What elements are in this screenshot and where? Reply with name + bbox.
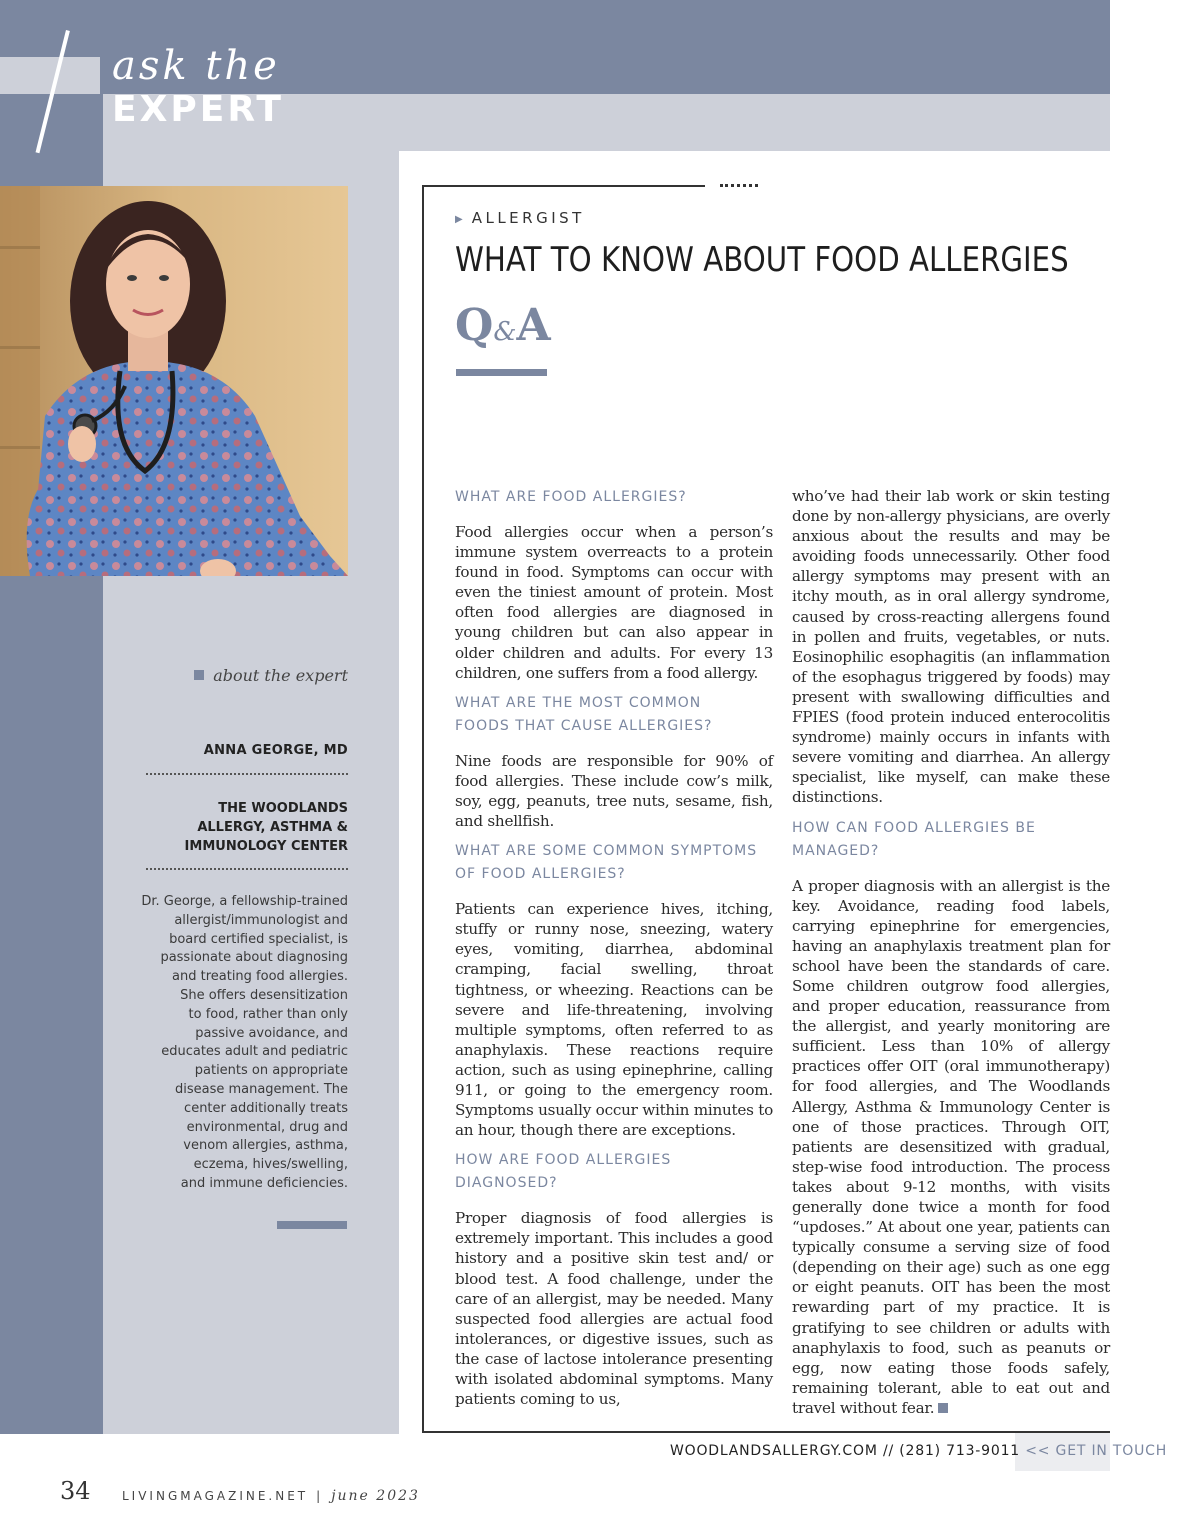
get-in-touch-link[interactable]: << GET IN TOUCH: [1025, 1443, 1168, 1459]
article-kicker: ▶ ALLERGIST: [455, 209, 585, 227]
article-column-left: [455, 486, 773, 1418]
publication-site: LIVINGMAGAZINE.NET: [122, 1489, 309, 1503]
question-heading: HOW ARE FOOD ALLERGIES DIAGNOSED?: [455, 1152, 672, 1192]
dotted-divider: [146, 868, 348, 870]
qa-mark: Q&A: [455, 300, 551, 351]
practice-name: THE WOODLANDS ALLERGY, ASTHMA & IMMUNOLOGY CENTER: [184, 801, 348, 854]
answer-paragraph: A proper diagnosis with an allergist is the key. Avoidance, reading food labels, carrying epinephrine for emergencies, having an anaphylaxis treatment plan for school have been the standards of care. Some children outgrow food allergies, and proper education, reassurance from the allergist, and yearly monitoring are sufficient. Less than 10% of allergy practices offer OIT (oral immunotherapy) for food allergies, and The Woodlands Allergy, Asthma & Immunology Center is one of those practices. Through OIT, patients are desensitized with gradual, step-wise food introduction. The process takes about 9-12 months, with visits generally done twice a month for food “updoses.” At about one year, patients can typically consume a serving size of food (depending on their age) such as one egg or eight peanuts. OIT has been the most rewarding part of my practice. It is gratifying to see children or adults with anaphylaxis to food, such as peanuts or egg, now eating those foods safely, remaining tolerant, able to eat out and travel without fear.: [792, 876, 1110, 1417]
expert-name: ANNA GEORGE, MD: [203, 743, 348, 758]
question-heading: HOW CAN FOOD ALLERGIES BE MANAGED?: [792, 819, 1036, 859]
article-headline: WHAT TO KNOW ABOUT FOOD ALLERGIES: [455, 240, 1069, 280]
page-number: 34: [60, 1477, 91, 1505]
triangle-bullet-icon: ▶: [455, 214, 463, 225]
dotted-divider: [146, 773, 348, 775]
question-heading: WHAT ARE SOME COMMON SYMPTOMS OF FOOD ALLERGIES?: [455, 843, 758, 883]
answer-paragraph: Patients can experience hives, itching, stuffy or runny nose, sneezing, watery eyes, vomiting, diarrhea, abdominal cramping, facial swelling, throat tightness, or wheezing. Reactions can be severe and life-threatening, involving multiple symptoms, often referred to as anaphylaxis. These reactions require action, such as using epinephrine, calling 911, or going to the emergency room. Symptoms usually occur within minutes to an hour, though there are exceptions.: [455, 900, 773, 1140]
question-heading: WHAT ARE FOOD ALLERGIES?: [455, 489, 687, 505]
section-title-ask: ask the: [112, 43, 280, 89]
about-the-expert-label: about the expert: [140, 666, 348, 685]
issue-date: june 2023: [331, 1488, 420, 1504]
square-bullet-icon: [194, 670, 204, 680]
publication-line: LIVINGMAGAZINE.NET | june 2023: [122, 1488, 420, 1504]
header-light-strip: [0, 57, 100, 94]
website-link[interactable]: WOODLANDSALLERGY.COM: [670, 1443, 878, 1459]
answer-paragraph: Proper diagnosis of food allergies is extremely important. This includes a good history and a positive skin test and/ or blood test. A food challenge, under the care of an allergist, may be needed. Many suspected food allergies are actual food intolerances, or digestive issues, such as the case of lactose intolerance presenting with isolated abdominal symptoms. Many patients coming to us,: [455, 1209, 773, 1409]
frame-top-line: [422, 185, 705, 187]
expert-bio: Dr. George, a fellowship-trained allergist/immunologist and board certified specialist, is passionate about diagnosing and treating food allergies. She offers desensitization to food, rather than only passive avoidance, and educates adult and pediatric patients on appropriate disease management. The center additionally treats environmental, drug and venom allergies, asthma, eczema, hives/swelling, and immune deficiencies.: [141, 894, 348, 1191]
section-title-expert: EXPERT: [112, 89, 284, 130]
phone-number[interactable]: (281) 713-9011: [899, 1443, 1020, 1459]
sidebar-accent-bar: [277, 1221, 347, 1229]
end-mark-icon: [938, 1403, 948, 1413]
expert-photo: [0, 186, 348, 576]
answer-paragraph: who’ve had their lab work or skin testing done by non-allergy physicians, are overly anxious about the results and may be avoiding foods unnecessarily. Other food allergy symptoms may present with an itchy mouth, as in oral allergy syndrome, caused by cross-reacting allergens found in pollen and fruits, vegetables, or nuts. Eosinophilic esophagitis (an inflammation of the esophagus triggered by foods) may present with swallowing difficulties and FPIES (food protein induced enterocolitis syndrome) mainly occurs in infants with severe vomiting and diarrhea. An allergy specialist, like myself, can make these distinctions.: [792, 487, 1110, 807]
frame-dots: [720, 184, 758, 187]
answer-paragraph: Food allergies occur when a person’s immune system overreacts to a protein found in food. Symptoms can occur with even the tiniest amount of protein. Most often food allergies are diagnosed in young children but can also appear in older children and adults. For every 13 children, one suffers from a food allergy.: [455, 523, 773, 682]
answer-paragraph: Nine foods are responsible for 90% of food allergies. These include cow’s milk, soy, egg, peanuts, tree nuts, sesame, fish, and shellfish.: [455, 751, 773, 831]
qa-accent-bar: [456, 369, 547, 376]
article-column-right: [792, 486, 1110, 1427]
question-heading: WHAT ARE THE MOST COMMON FOODS THAT CAUSE ALLERGIES?: [455, 694, 713, 734]
contact-line: WOODLANDSALLERGY.COM // (281) 713-9011 << GET IN TOUCH: [670, 1443, 1168, 1459]
frame-left-line: [422, 185, 424, 1432]
expert-portrait-illustration: [0, 186, 348, 576]
frame-bottom-line: [422, 1431, 1110, 1433]
